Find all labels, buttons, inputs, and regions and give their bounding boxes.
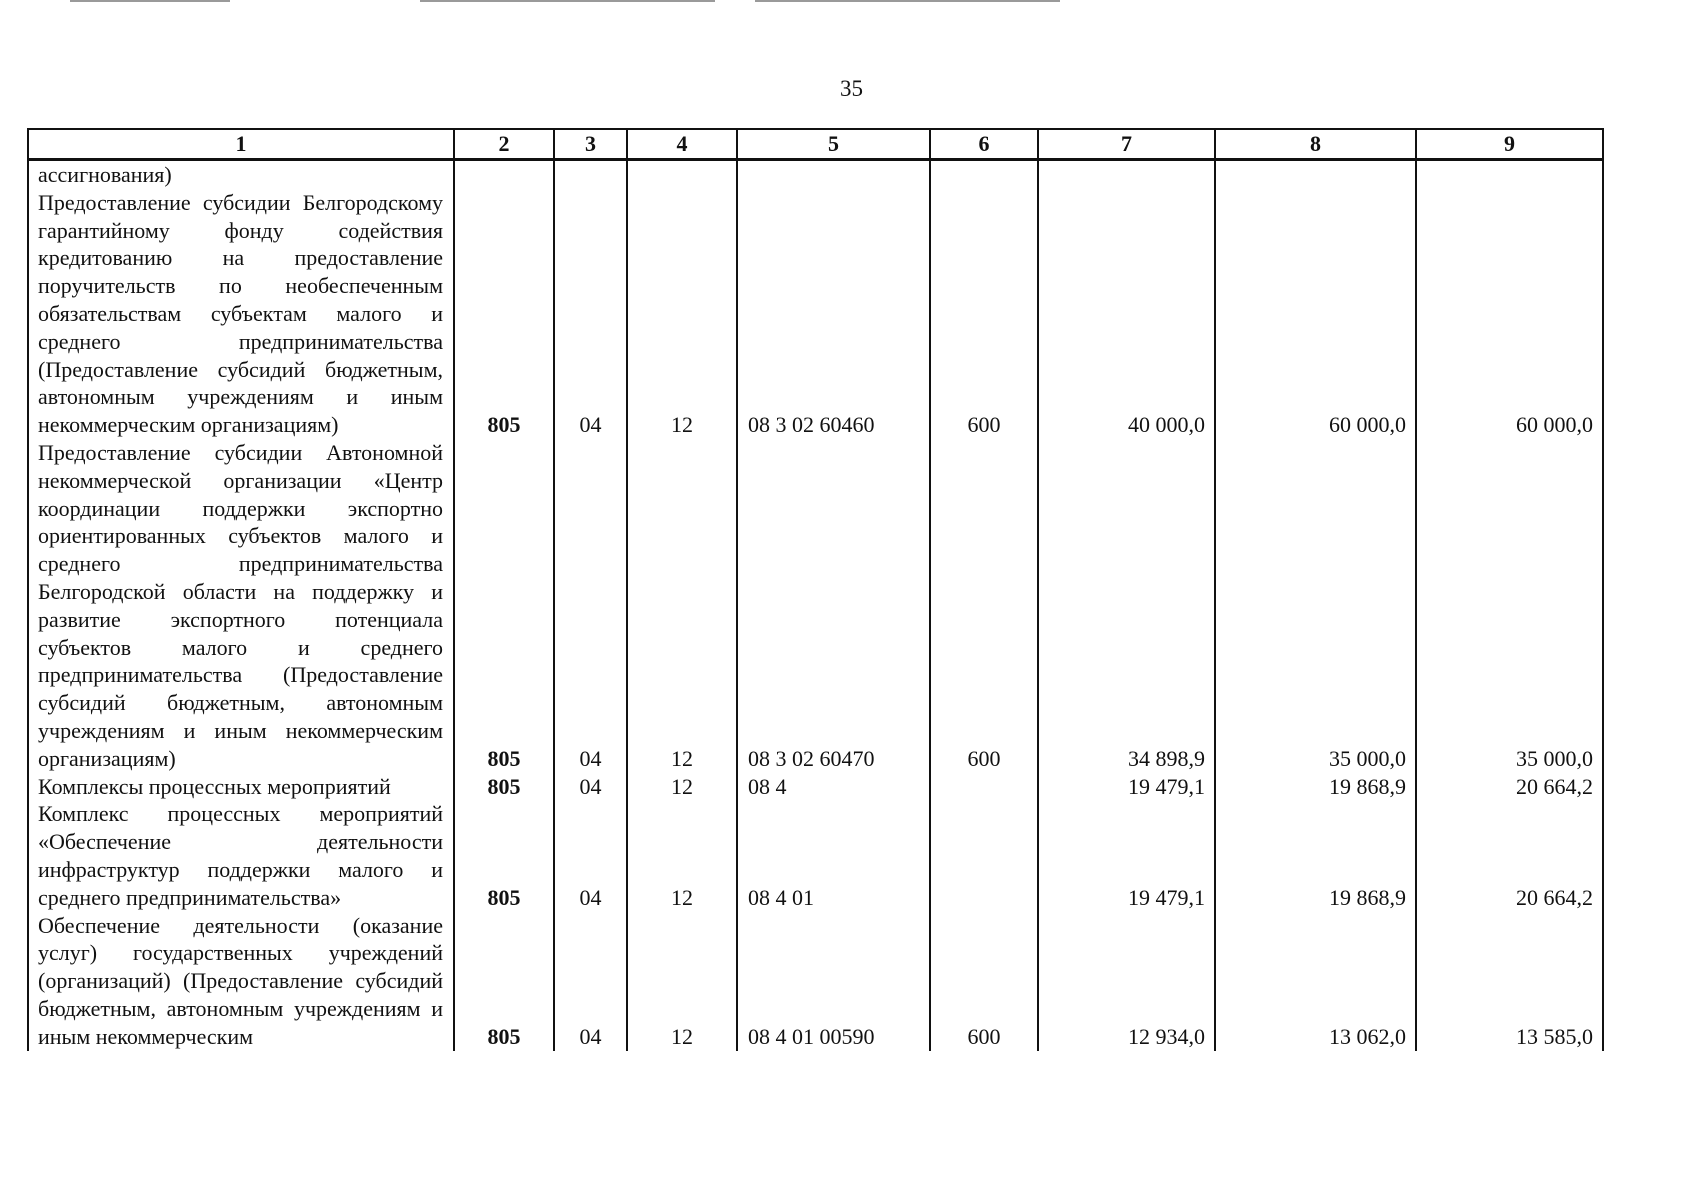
row-rz: 04: [554, 912, 627, 1051]
row-name: Комплексы процессных мероприятий: [28, 773, 454, 801]
row-gl: 805: [454, 773, 554, 801]
row-name: Предоставление субсидии Белгородскому гарантийному фонду содействия кредитованию на предоставление поручительств по необеспеченным обязательствам субъектам малого и среднего предпринимательства (Предоставление субсидий бюджетным, автономным учреждениям и иным некоммерческим организациям): [28, 189, 454, 439]
table-row: [28, 189, 1603, 439]
table-header-row: [28, 129, 1603, 160]
row-y1: 34 898,9: [1038, 439, 1215, 773]
column-header: 7: [1038, 129, 1215, 160]
column-header: 1: [28, 129, 454, 160]
row-y1: 12 934,0: [1038, 912, 1215, 1051]
column-header: 6: [930, 129, 1038, 160]
row-pr: 12: [627, 912, 737, 1051]
row-csr: 08 4 01: [737, 800, 930, 911]
scan-artifact-center-right: [755, 0, 1060, 2]
table-row: [28, 439, 1603, 773]
row-y1: [1038, 160, 1215, 189]
row-vr: [930, 800, 1038, 911]
row-pr: 12: [627, 439, 737, 773]
row-vr: [930, 160, 1038, 189]
row-pr: 12: [627, 189, 737, 439]
table-row: [28, 773, 1603, 801]
row-pr: 12: [627, 800, 737, 911]
row-gl: 805: [454, 912, 554, 1051]
row-name: Комплекс процессных мероприятий «Обеспечение деятельности инфраструктур поддержки малого и среднего предпринимательства»: [28, 800, 454, 911]
row-rz: [554, 160, 627, 189]
row-y1: 19 479,1: [1038, 800, 1215, 911]
row-csr: 08 4: [737, 773, 930, 801]
budget-table: [27, 128, 1604, 1051]
column-header: 8: [1215, 129, 1416, 160]
row-y3: 35 000,0: [1416, 439, 1603, 773]
row-y1: 19 479,1: [1038, 773, 1215, 801]
row-y2: 19 868,9: [1215, 800, 1416, 911]
table-row: [28, 800, 1603, 911]
row-rz: 04: [554, 439, 627, 773]
row-y3: [1416, 160, 1603, 189]
page-number: 35: [840, 76, 863, 101]
table-row: [28, 912, 1603, 1051]
row-gl: 805: [454, 439, 554, 773]
column-header: 3: [554, 129, 627, 160]
row-csr: 08 4 01 00590: [737, 912, 930, 1051]
row-y3: 20 664,2: [1416, 773, 1603, 801]
row-csr: 08 3 02 60460: [737, 189, 930, 439]
row-vr: 600: [930, 912, 1038, 1051]
row-pr: [627, 160, 737, 189]
row-gl: 805: [454, 189, 554, 439]
row-rz: 04: [554, 800, 627, 911]
row-csr: 08 3 02 60470: [737, 439, 930, 773]
row-gl: 805: [454, 800, 554, 911]
column-header: 2: [454, 129, 554, 160]
row-y1: 40 000,0: [1038, 189, 1215, 439]
table-row: [28, 160, 1603, 189]
row-vr: 600: [930, 189, 1038, 439]
row-y3: 60 000,0: [1416, 189, 1603, 439]
row-y3: 13 585,0: [1416, 912, 1603, 1051]
row-y2: 60 000,0: [1215, 189, 1416, 439]
row-y3: 20 664,2: [1416, 800, 1603, 911]
row-y2: [1215, 160, 1416, 189]
scan-artifact-center-left: [420, 0, 715, 2]
row-y2: 35 000,0: [1215, 439, 1416, 773]
row-y2: 19 868,9: [1215, 773, 1416, 801]
row-y2: 13 062,0: [1215, 912, 1416, 1051]
row-csr: [737, 160, 930, 189]
column-header: 9: [1416, 129, 1603, 160]
column-header: 4: [627, 129, 737, 160]
row-name: Предоставление субсидии Автономной некоммерческой организации «Центр координации поддержки экспортно ориентированных субъектов малого и среднего предпринимательства Белгородской области на поддержку и развитие экспортного потенциала субъектов малого и среднего предпринимательства (Предоставление субсидий бюджетным, автономным учреждениям и иным некоммерческим организациям): [28, 439, 454, 773]
column-header: 5: [737, 129, 930, 160]
row-rz: 04: [554, 773, 627, 801]
row-vr: [930, 773, 1038, 801]
row-name: ассигнования): [28, 160, 454, 189]
row-gl: [454, 160, 554, 189]
row-pr: 12: [627, 773, 737, 801]
row-rz: 04: [554, 189, 627, 439]
row-name: Обеспечение деятельности (оказание услуг) государственных учреждений (организаций) (Предоставление субсидий бюджетным, автономным учреждениям и иным некоммерческим: [28, 912, 454, 1051]
row-vr: 600: [930, 439, 1038, 773]
scan-artifact-left: [70, 0, 230, 2]
